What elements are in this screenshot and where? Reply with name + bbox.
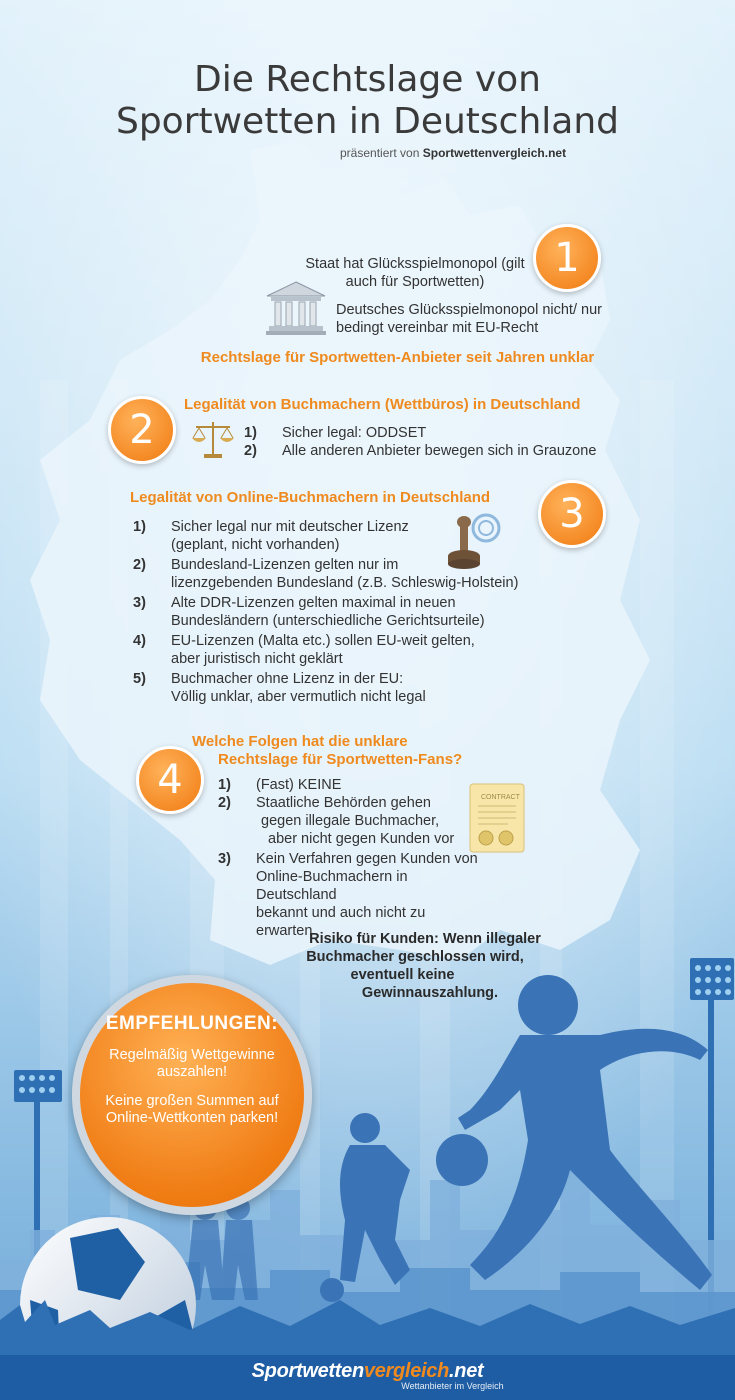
recommendation-2: Keine großen Summen auf Online-Wettkonten parken! [105, 1093, 279, 1126]
section-3-number-badge: 3 [538, 480, 606, 548]
list-item: 5) Buchmacher ohne Lizenz in der EU: Völlig unklar, aber vermutlich nicht legal [133, 671, 426, 705]
recommendation-1: Regelmäßig Wettgewinne auszahlen! [109, 1047, 275, 1080]
section-4-headline-1: Welche Folgen hat die unklare [192, 733, 408, 750]
section-3-list [133, 518, 553, 706]
page-title-line1: Die Rechtslage von [194, 59, 541, 100]
page-title-line2: Sportwetten in Deutschland [115, 101, 620, 142]
list-item: 3) Kein Verfahren gegen Kunden von Online-Buchmachern in Deutschland bekannt und auch nicht zu erwarten [218, 851, 478, 939]
section-2-number-badge: 2 [108, 396, 176, 464]
section-4-list [218, 776, 478, 940]
recommendations-title: EMPFEHLUNGEN: [105, 1013, 279, 1034]
section-3-headline: Legalität von Online-Buchmachern in Deutschland [130, 489, 491, 506]
list-item: 3) Alte DDR-Lizenzen gelten maximal in neuen Bundesländern (unterschiedliche Gerichtsurteile) [133, 595, 485, 629]
courthouse-icon [265, 280, 327, 336]
logo-part-2: vergleich [363, 1360, 450, 1382]
contract-label: CONTRACT [481, 794, 520, 801]
section-1-number-badge: 1 [533, 224, 601, 292]
list-item: 2) Bundesland-Lizenzen gelten nur im lizenzgebenden Bundesland (z.B. Schleswig-Holstein) [133, 557, 519, 591]
recommendations-circle [72, 975, 312, 1215]
section-2-list [244, 424, 664, 460]
logo-tagline: Wettanbieter im Vergleich [401, 1381, 504, 1391]
section-4-headline-2: Rechtslage für Sportwetten-Fans? [218, 751, 463, 768]
footer-logo[interactable] [0, 1360, 735, 1400]
section-1-text-2: Deutsches Glücksspielmonopol nicht/ nur bedingt vereinbar mit EU-Recht [336, 302, 602, 336]
subtitle-prefix: präsentiert von [340, 146, 420, 160]
section-1-text-1: Staat hat Glücksspielmonopol (gilt auch für Sportwetten) [305, 256, 525, 290]
subtitle [340, 146, 566, 160]
list-item: 1) Sicher legal nur mit deutscher Lizenz (geplant, nicht vorhanden) [133, 519, 409, 553]
list-item: 1) Sicher legal: ODDSET [244, 425, 427, 441]
logo-part-1: Sportwetten [251, 1360, 364, 1382]
section-1-headline: Rechtslage für Sportwetten-Anbieter seit Jahren unklar [200, 349, 595, 366]
subtitle-brand: Sportwettenvergleich.net [422, 146, 567, 160]
list-item: 2) Alle anderen Anbieter bewegen sich in Grauzone [244, 443, 597, 459]
logo-part-3: .net [449, 1360, 484, 1382]
section-2-headline: Legalität von Buchmachern (Wettbüros) in Deutschland [184, 396, 581, 413]
list-item: 1) (Fast) KEINE [218, 777, 342, 793]
list-item: 2) Staatliche Behörden gehen gegen illegale Buchmacher, aber nicht gegen Kunden vor [218, 795, 455, 847]
risk-text: Risiko für Kunden: Wenn illegaler Buchmacher geschlossen wird, eventuell keine Gewinnauszahlung. [306, 931, 541, 1001]
scales-icon [190, 418, 236, 460]
list-item: 4) EU-Lizenzen (Malta etc.) sollen EU-weit gelten, aber juristisch nicht geklärt [133, 633, 475, 667]
section-4-number-badge: 4 [136, 746, 204, 814]
